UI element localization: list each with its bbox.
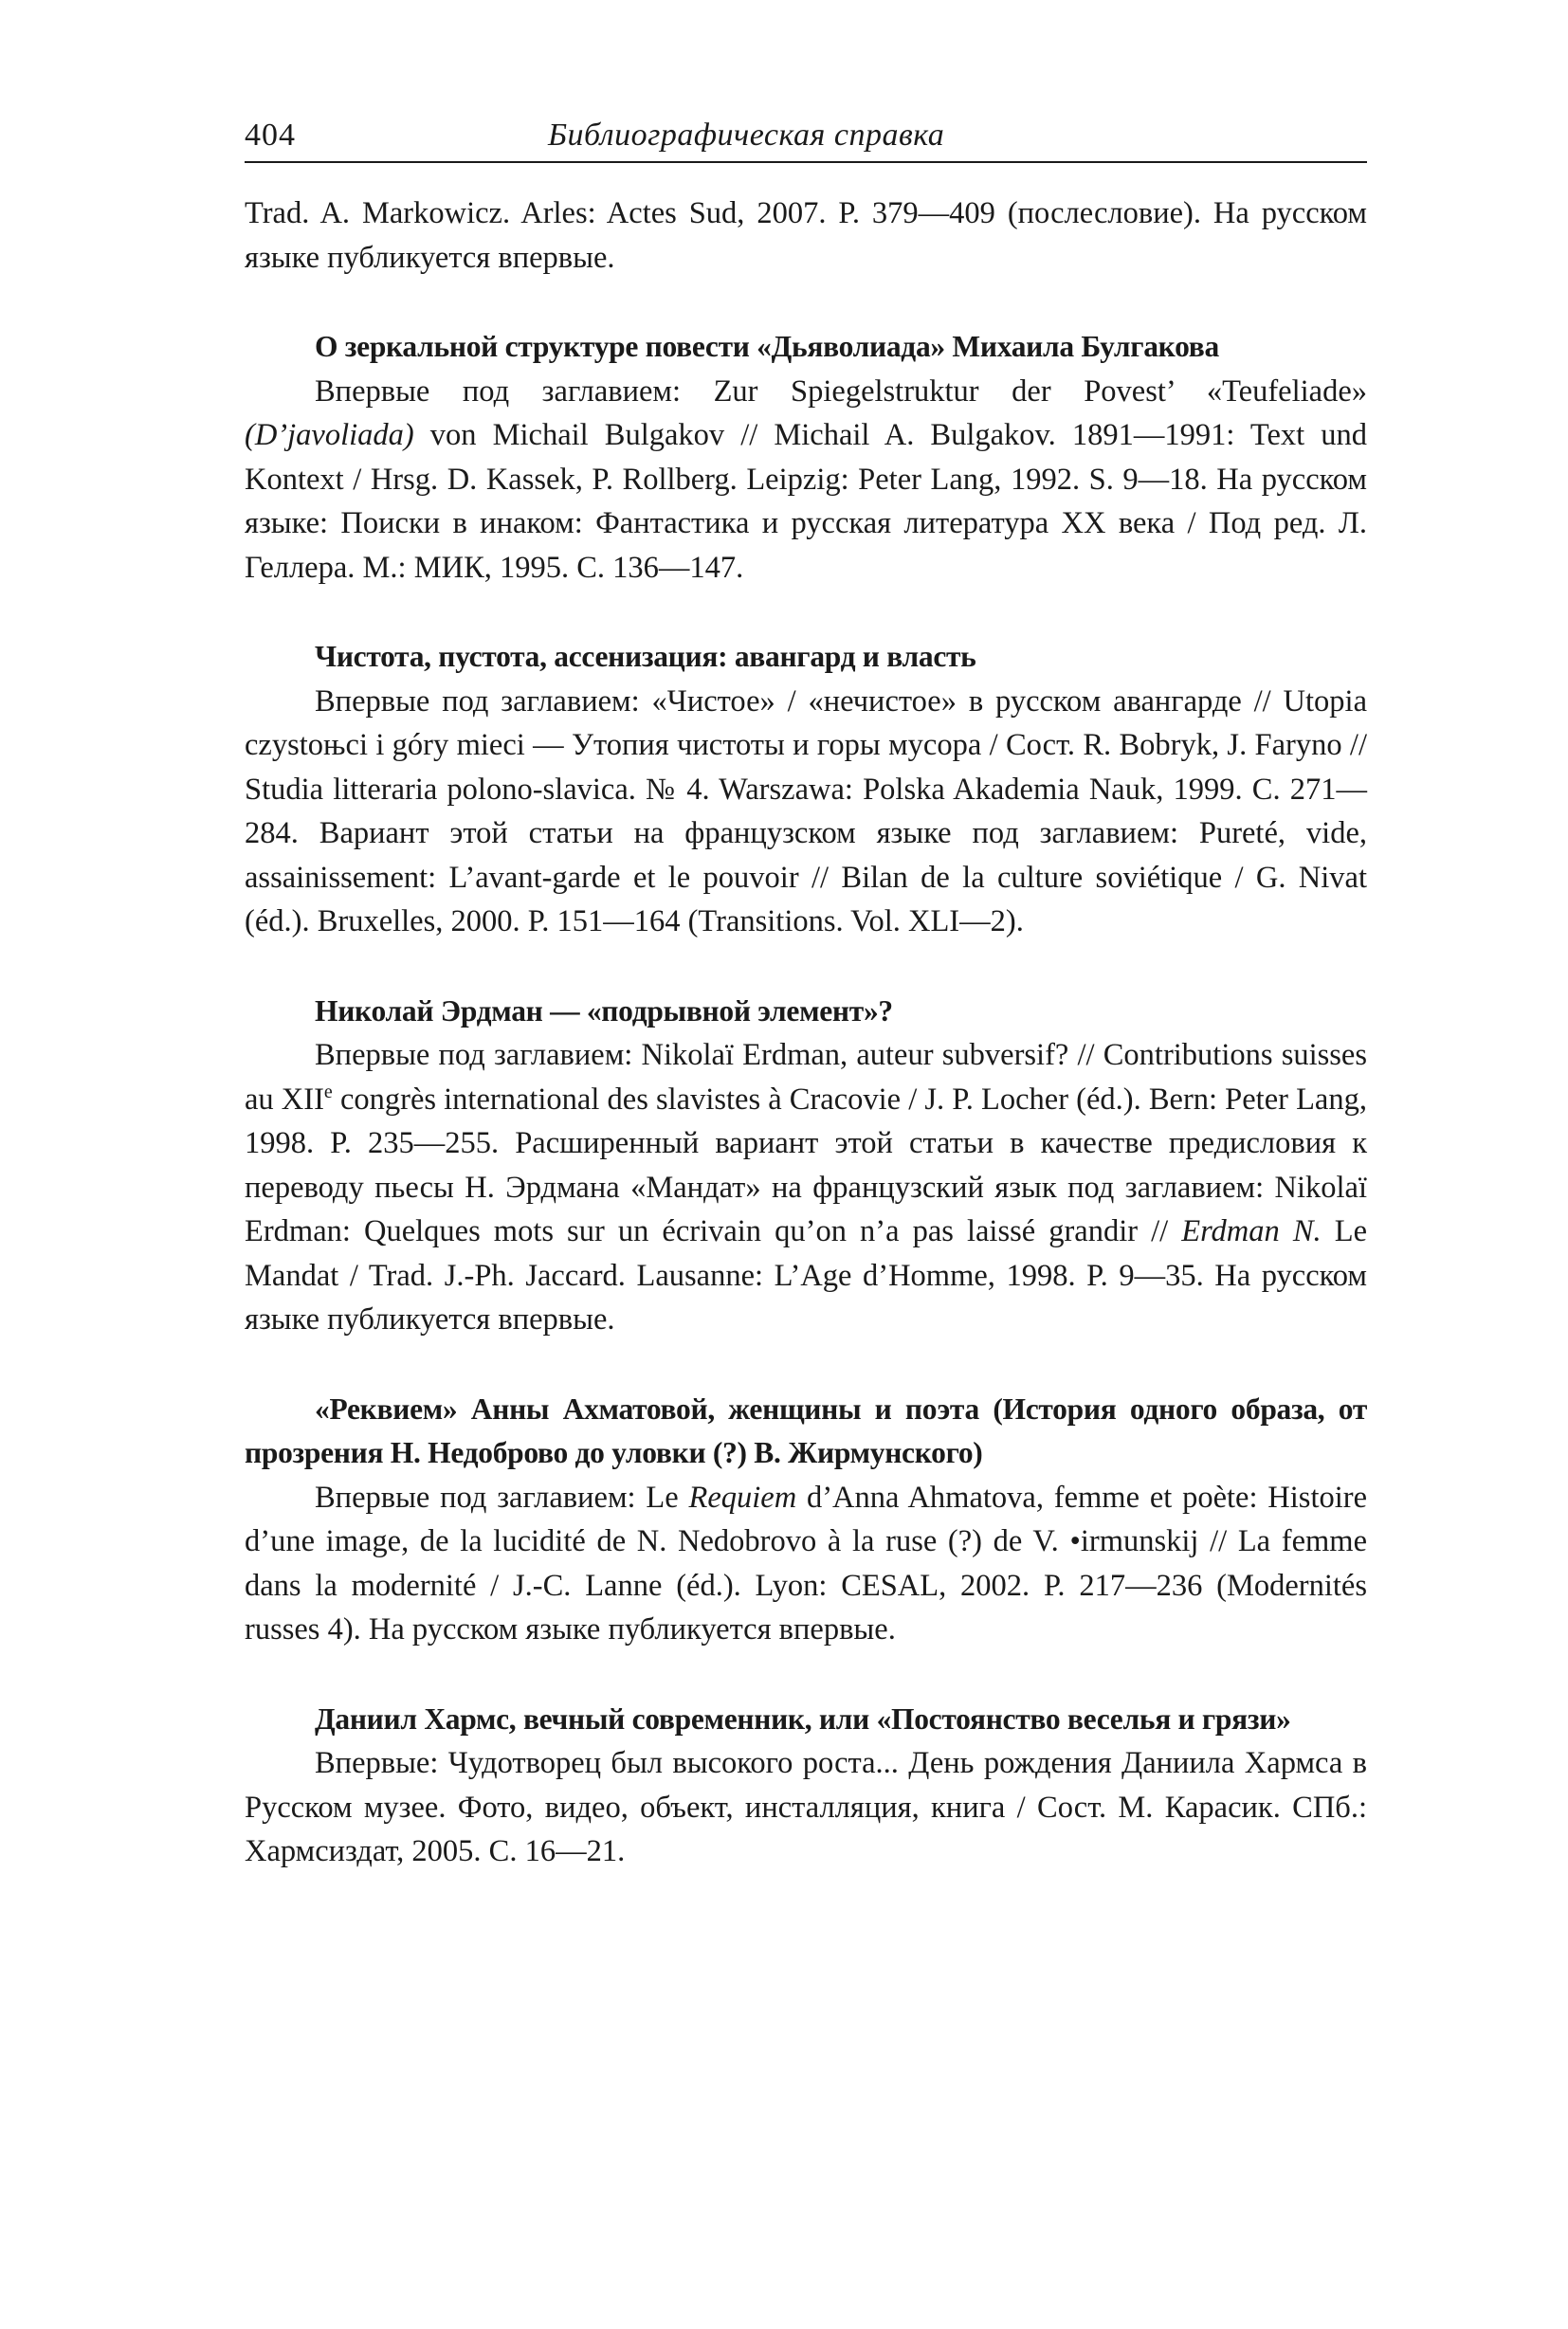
bibliography-entry <box>245 325 1367 590</box>
page-number: 404 <box>245 118 296 153</box>
entry-body-italic: (D’javoliada) <box>245 418 414 452</box>
running-title: Библиографическая справка <box>548 118 945 153</box>
entry-body: Впервые: Чудотворец был высокого роста... День рождения Даниила Хармса в Русском музее. Фото, видео, объект, инсталляция, книга / Сост. М. Карасик. СПб.: Хармсиздат, 2005. С. 16—21. <box>245 1746 1367 1868</box>
entry-body-text: Впервые под заглавием: Zur Spiegelstruktur der Povest’ «Teufeliade» <box>315 373 1367 409</box>
entry-title: Николай Эрдман — «подрывной элемент»? <box>315 993 893 1028</box>
entry-body <box>245 370 1367 591</box>
entry-body <box>245 1033 1367 1342</box>
entry-body-text: Впервые под заглавием: Le <box>315 1480 689 1515</box>
bibliography-entry <box>245 635 1367 944</box>
entry-body-text: d’Anna Ahmatova, femme et poète: Histoire d’une image, de la lucidité de N. Nedobrovo à la ruse (?) de V. •irmunskij // La femme dans la modernité / J.-C. Lanne (éd.). Lyon: CESAL, 2002. P. 217—236 (Modernités russes 4). На русском языке публикуется впервые. <box>245 1480 1368 1647</box>
entry-body-text: congrès international des slavistes à Cracovie / J. P. Locher (éd.). Bern: Peter Lang, 1998. P. 235—255. Расширенный вариант этой статьи в качестве предисловия к переводу пьесы Н. Эрдмана «Мандат» на французский язык под заглавием: Nikolaï Erdman: Quelques mots sur un écrivain qu’on n’a pas laissé grandir // <box>245 1082 1367 1248</box>
entry-body: Впервые под заглавием: «Чистое» / «нечистое» в русском авангарде // Utopia czystoњci i góry mieci — Утопия чистоты и горы мусора / Сост. R. Bobryk, J. Faryno // Studia litteraria polono-slavica. № 4. Warszawa: Polska Akademia Nauk, 1999. С. 271—284. Вариант этой статьи на французском языке под заглавием: Pureté, vide, assainissement: L’avant-garde et le pouvoir // Bilan de la culture soviétique / G. Nivat (éd.). Bruxelles, 2000. P. 151—164 (Transitions. Vol. XLI—2). <box>245 683 1367 938</box>
entry-body-text: Впервые под заглавием: Nikolaï Erdman, auteur subversif? // Contributions suisses au XII <box>245 1038 1367 1117</box>
entry-title: Чистота, пустота, ассенизация: авангард и власть <box>315 640 976 673</box>
entry-body-text: von Michail Bulgakov // Michail A. Bulgakov. 1891—1991: Text und Kontext / Hrsg. D. Kassek, P. Rollberg. Leipzig: Peter Lang, 1992. S. 9—18. На русском языке: Поиски в инаком: Фантастика и русская литература XX века / Под ред. Л. Геллера. М.: МИК, 1995. С. 136—147. <box>245 418 1367 585</box>
running-header <box>245 112 1367 163</box>
entry-title: Даниил Хармс, вечный современник, или «Постоянство веселья и грязи» <box>315 1701 1291 1736</box>
intro-paragraph: Trad. A. Markowicz. Arles: Actes Sud, 2007. P. 379—409 (послесловие). На русском языке публикуется впервые. <box>245 196 1367 275</box>
entry-body-superscript: e <box>323 1081 333 1102</box>
bibliography-entry <box>245 1388 1367 1652</box>
entry-body <box>245 1476 1367 1652</box>
entry-title: «Реквием» Анны Ахматовой, женщины и поэта (История одного образа, от прозрения Н. Недоброво до уловки (?) В. Жирмунского) <box>245 1392 1367 1469</box>
entry-body-italic: Erdman N. <box>1181 1214 1322 1248</box>
bibliography-entry <box>245 1698 1367 1874</box>
book-page <box>245 112 1367 1874</box>
entry-body-text: Le Mandat / Trad. J.-Ph. Jaccard. Lausanne: L’Age d’Homme, 1998. P. 9—35. На русском языке публикуется впервые. <box>245 1214 1367 1337</box>
entry-title: О зеркальной структуре повести «Дьяволиада» Михаила Булгакова <box>315 330 1219 363</box>
entry-body-italic: Requiem <box>688 1480 797 1515</box>
page-content <box>245 191 1367 1874</box>
bibliography-entry <box>245 990 1367 1342</box>
